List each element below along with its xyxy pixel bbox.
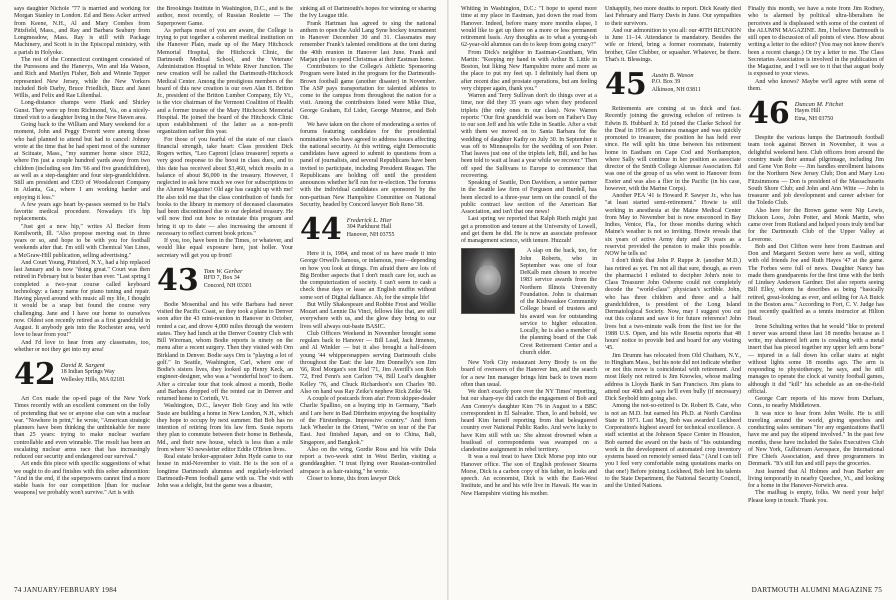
paragraph: And Court Young, Pittsford, N.Y., had a hip replaced last January and is now "doing great." Court was then retired in February but is busier than ever. "Last spring I completed a two-year course called keyboard technology: a fancy name for piano tuning and repair. Having played around with music all my life, I thought it would be a snap but found the course very challenging. Jane and I have our home to ourselves now. Oldest son recently retired as a first grandchild in August. It anybody gets into the Rochester area, we'd love to hear from you!"	[14, 259, 150, 339]
secretary-name: Austin B. Wason	[651, 72, 694, 79]
paragraph: George Carr reports of his move from Durham, Conn., to nearby Middletown.	[748, 396, 884, 410]
paragraph: A slap on the back, too, for John Roberts, who in September was one of four DeKalb men chosen to receive 1983 service awards from the Northern Illinois University Foundation. John is chairman of the Kishwaukee Community College board of trustees and his award was for outstanding service to higher education. Locally, he is also a member of the planning board of the Oak Crest Retirement Center and a church elder.	[520, 248, 597, 356]
paragraph: And who knows? Maybe we'll agree with some of them.	[748, 78, 884, 92]
paragraph: Frank Hartman has agreed to sing the national anthem to open the Auld Lang Syne hockey tournament in Hanover December 30 and 31. Classmates may remember Frank's talented renditions at the tent during the 40th reunion in Hanover last June. Frank and Marjan plan to spend Christmas at their Eastman home.	[300, 20, 436, 63]
paragraph: I don't think that John P. Ruppe Jr. (another M.D.) has retired as yet. I'm not all that sure, though, as even the pharmacist I enlisted to decipher John's note to Class Treasurer John Osborne could not completely decode the "world-class" physician's scribble. John, who has three children and three and a half grandchildren, is president of the Long Island Dermatological Society. Now, may I suggest you cut out this column and save it for future reference! John lives but a two-minute walk from the first tee for the 1988 U.S. Open, and his wife Rosetta reports that 48 hours' notice to provide bed and board for any visiting '45.	[605, 258, 741, 352]
class-secretary	[652, 72, 701, 94]
paragraph: Art Cox made the op-ed page of the New York Times recently with an excellent comment on the folly of pretending that we or anyone else can win a nuclear war. "Nowhere in print," he wrote, "American strategic planners have been thinking the unthinkable for more than 25 years: trying to make nuclear warfare controllable and even winnable. The result has been an escalating nuclear arms race that has increasingly reduced our security and endangered our survival."	[14, 396, 150, 460]
right-page	[449, 0, 896, 600]
paragraph: Going back to the William and Mary weekend for a moment, John and Peggy Everett were among those who had planned to attend but had to cancel: Johnny wrote at the time that he had spent most of the summer at Scituate, Mass., "my summer home since 1922, where I'm just a couple hundred yards away from two children (including son Jim '66 and five grandchildren), as well as a step-daughter and four step-grandchildren. Still am president and CEO of Woodalcourt Company in Atlanta, Ga., where I am working harder and enjoying it less."	[14, 122, 150, 201]
paragraph: And our admonition to you all: our 40TH REUNION is June 11–14. Attendance is mandatory. Besides the wife or friend, bring a former roommate, fraternity brother, Glee Clubber, or squasher. Whatever, be there. That's it. Blessings.	[605, 27, 741, 63]
paragraph: New York City restaurant Jerry Brody is on the board of overseers of the Hanover Inn, and the search for a new Inn manager brings him back to town more often than usual.	[461, 360, 597, 388]
paragraph: Warren and Terry Sullivan don't do things over at a time, nor did they 35 years ago when they produced triplets (the only ones in our class). Now Warren reports: "Our first grandchild was born on Father's Day to our son Jeff and his wife Edie in Seattle. After a visit with them we moved on to Santa Barbara for the wedding of daughter Kathy on July 30. In September it was off to Minneapolis for the wedding of son Peter. That leaves just one of the triplets left, Bill, and he has been told to wait at least a year while we recover." Then off sped the Sullivans to Europe to commence that recovering.	[461, 93, 597, 179]
right-column-2	[605, 6, 741, 490]
paragraph: Whiting in Washington, D.C.: "I hope to spend more time at my place in Eastman, just down the road from Hanover. Indeed, before many more months elapse, I would like to get up there on a more or less permanent retirement basis. Any thoughts as to what a young-ish 62-year-old alumnus can do to keep from going crazy?"	[461, 6, 597, 49]
paragraph: We have taken on the chore of moderating a series of forums featuring candidates for the presidential nomination who have agreed to address issues affecting the national security. At this writing, eight Democratic candidates have agreed to submit to questions from a panel of journalists, and several Republicans have been invited to participate, including President Reagan. The Republicans are holding off until the president announces whether he'll run for re-election. The forums with the individual candidates are sponsored by the non-partisan New Hampshire Committee on National Security, headed by Concord lawyer Bob Reno '38.	[300, 122, 436, 208]
paragraph: says daughter Nichole "77 is married and working for Morgan Stanley in London. Ed and Bess Acker arrived from Keene, N.H., Al and Mary Combes from Pittsfield, Mass., and Ray and Barbara Seabury from Longmeadow, Mass. Ray is still with Package Machinery, and Scott is in the Episcopal ministry, with a parish in Holyoke.	[14, 6, 150, 56]
class-header-43	[157, 262, 293, 298]
paragraph: The mailbag is empty, folks. We need your help! Please keep in touch. Thank you.	[748, 490, 884, 504]
right-column-3	[748, 6, 884, 505]
secretary-address-1: 304 Parkhurst Hall	[346, 224, 392, 231]
right-column-1	[461, 6, 597, 498]
paragraph: Bob and Dot Clifton were here from Eastman and Don and Margaret Sexton were here as well, sitting with old friends Joe and Ruth Hayes '47 at the game. The Forbes were full of news. Daughter Nancy has made them grandparents for the first time with the birth of Lindsey Anderson Gardner. Dot also reports seeing Bill Elley, whom he describes as being "basically retired, great-looking as ever, and selling for AA Buick in the Boston area." According to Fort, C. V. Judge has just recently qualified as a tennis instructor at Hilton Head.	[748, 243, 884, 323]
paragraph: And I'd love to hear from any classmates, too, whether or not they get into my area!	[14, 339, 150, 353]
paragraph: Also on the wing, Gordie Ross and his wife Dula report a two-week stint in West Berlin, visiting a granddaughter. "I trust flying over Russian-controlled airspace is as hair-raising," he wrote.	[300, 446, 436, 475]
left-page	[0, 0, 447, 600]
class-year-number: 42	[14, 357, 56, 392]
paragraph: Finally this month, we have a note from Jim Rodney, who is alarmed by political ultra-liberalism he perceives and is displeased with some of the content of the ALUMNI MAGAZINE. Jim, I believe Dartmouth is still open to discussion of all points of view. How about writing a letter to the editor? (You may not know there's been a recent change.) Or try a letter to me. The Class Secretaries Association is involved in the publication of the Magazine, and I will see to it that that august body is exposed to your views.	[748, 6, 884, 78]
paragraph: Just learned that Al Holmes and Ivan Barber are living temporarily in nearby Quechee, Vt., and looking for a home in the Hanover-Norwich area.	[748, 468, 884, 489]
paragraph: It was a real treat to have Dick Morse pop into our Hanover office. The son of English professor Stearns Morse, Dick is a carbon copy of his father, in looks and speech. An economist, Dick is with the East-West Institute, and he and his wife live in Hawaii. He was in New Hampshire visiting his mother.	[461, 454, 597, 497]
paragraph: A couple of postcards from afar: From skipper-dealer Charlie Spallino, on a buying trip in Germany, "Barb and I are here in Bad Dürrheim enjoying the hospitality of the Fürstenbergs. Impressive country." And from Jack Wheeler in the Orient, "We're on tour of the Far East. Just finished Japan, and on to China, Bali, Singapore, and Bangkok."	[300, 396, 436, 446]
paragraph: Club Officers Weekend in November brought some regulars back to Hanover — Bill Lead, Jack Jimenes, and Al Winkler — but it also brought a half-dozen young '44 whippersnappers serving Dartmouth clubs throughout the East: the late Jim Donnelly's son Jim '66, Rod Morgan's son Rod '71, Jim Averill's son Rob '72, Fred Fenn's son Carlton '74, Bill Leaf's daughter Kelley '76, and Chuck Richardson's son Charles '80. Also on hand was Ray Zeike's nephew Rick Zeike '84.	[300, 330, 436, 395]
paragraph: We don't exactly pore over the NY Times' reporting, but our sharp-eye did catch the engagement of Bob and Ann Conroy's daughter Kim '76 in August to a BBC correspondent in El Salvador. Then, lo and behold, we heard Kim herself reporting from that beleaguered country over National Public Radio. And we're lucky to have Kim still with us: She almost drowned when a boatload of correspondents was swamped on a clandestine assignment in rebel territory.	[461, 389, 597, 453]
portrait-photo	[461, 248, 515, 314]
paragraph: Speaking of Seattle, Don Davidson, a senior partner in the Seattle law firm of Ferguson and Burdell, has been elected to a three-year term on the council of the public contract law section of the American Bar Association, and isn't that one news!	[461, 180, 597, 215]
paragraph: Real estate broker-appraiser John Hyde came to our house in mid-November to visit. He is the son of a longtime Dartmouth alumnus and regularly-televised Dartmouth-Penn football game with us. The visit with John was a delight, but the game was a disaster,	[157, 454, 293, 489]
secretary-address-1: RFD 7, Box 34	[203, 275, 240, 282]
class-header-45	[605, 67, 741, 102]
paragraph: For those of you fearful of the state of our class's financial strength, take heart: Class president Dick Rogers writes, "Leo Caproni [class treasurer] reports a very good response to the boost in class dues, and to this date has received about $3,460, which results in a balance of about $6,000 in the treasury. However, I neglected to ask how much we owe for subscriptions to the Alumni Magazine! Old age has caught up with me! He also told me that the class contribution of funds for books to the library in memory of deceased classmates had been discontinued due to our depleted treasury. He will now find out how to reinstate this program and bring it up to date — also increasing the amount if necessary to reflect current book prices."	[157, 136, 293, 237]
paragraph: But Willy Shakespeare and Robbie Frost and Wollie Mozart and Lennie Da Vinci, fellows like that, are still everywhere with us, and the glow they bring to our lives will always out-baste BASIC.	[300, 301, 436, 330]
secretary-address-2: Concord, NH 03301	[203, 282, 252, 289]
paragraph: Here it is, 1984, and most of us have made it into George Orwell's famous, or infamous, year—depending on how you look at things. I'm afraid there are lots of Big Brother aspects that I don't much care for, such as the computerization of society. I can't seem to cash a check these days or lease an English muffin without some sort of Digital dalliance. Ah, for the simple life!	[300, 251, 436, 301]
paragraph: As perhaps most of you are aware, the College is trying to put together a coherent medical institution on the Hanover Plain, made up of the Mary Hitchcock Memorial Hospital, the Hitchcock Clinic, the Dartmouth Medical School, and the Veterans' Administration Hospital in White River Junction. The new creation will be called the Dartmouth-Hitchcock Medical Center. Among the prestigious members of the board of this new creation is our own Alan H. Britton Jr., president of the Britton Lumber Company, Ely Vt., is the vice chairman of the Vermont Coalition of Health and a former trustee of the Mary Hitchcock Memorial Hospital. He joined the board of the Hitchcock Clinic upon establishment of the latter as a non-profit organization earlier this year.	[157, 27, 293, 136]
paragraph: Long-distance champs were Hank and Shirley Gunst. They were up from Richmond, Va., on a nicely-timed visit to a daughter living in the New Haven area.	[14, 100, 150, 121]
paragraph: Washington, D.C., lawyer Bob Gray and his wife Susie are building a home in New London, N.H., which they hope to occupy by next summer. But Bob has no intention of retiring from his law firm. Susie reports they plan to commute between their home in Bethesda, Md., and their new house, which is less than a mile from where '43 newsletter editor Eddie O'Brien lives.	[157, 403, 293, 453]
class-year-number: 44	[300, 212, 342, 247]
paragraph: Despite the various lumps the Dartmouth football team took against Brown in November, it was a delightful weekend here. Club officers from around the country made their annual pilgrimage, including Jim and Gene Von Rohr — Jim handles enrollment liaisons for the Northern New Jersey Club; Don and Mary Lou Fitzsimmons — Don is president of the Massachusetts South Shore Club; and John and Ann Witte — John is treasurer and job development and career adviser for the Toledo Club.	[748, 135, 884, 207]
secretary-address-2: Alkinson, NH 03811	[651, 86, 701, 93]
paragraph: "Just got a new hip," writes Al Becker from Kenilworth, Ill. "Also propose moving east in three years or so, and hope to be with you for football weekends after that. I'm still with Chemical Van Lines, a McGraw-Hill publication, selling advertising."	[14, 223, 150, 259]
paragraph: Art ends this piece with specific suggestions of what we ought to do and finishes with this sober admonition: "And in the end, if the superpowers cannot find a more stable basis for our competition [than for nuclear weapons] we probably won't survive." Art is with	[14, 461, 150, 497]
class-header-42	[14, 357, 150, 392]
class-secretary	[61, 362, 125, 384]
left-column-3	[300, 6, 436, 483]
secretary-name: Duncan M. Fitchet	[794, 101, 844, 108]
paragraph: If you, too, have been in the Times, or whatever, and would like equal exposure here, just holler. Your secretary will get you up front!	[157, 238, 293, 259]
paragraph: Among the not-so-retired is Dr. Robert B. Cate, who is not an M.D. but earned his Ph.D. at North Carolina State in 1971. Last May, Bob was awarded Lockheed Corporation's highest award for technical excellence. A staff scientist at the Johnson Space Center in Houston, Bob earned the award on the basis of "his outstanding work in the development of automated crop inventory systems based on remotely sensed data." (And I can tell you I feel very comfortable using quotations marks on that one!) Before joining Lockheed, Bob lent his talents to the State Department, the National Security Council, and the United Nations.	[605, 403, 741, 489]
secretary-address-2: Etna, NH 03750	[794, 115, 834, 122]
paragraph: the Brookings Institute in Washington, D.C., and is the author, most recently, of Russian Roulette — The Superpower Game.	[157, 6, 293, 27]
class-year-number: 43	[157, 262, 199, 298]
secretary-name: David R. Sargent	[60, 362, 105, 369]
paragraph: sinking all of Dartmouth's hopes for winning or sharing the Ivy League title.	[300, 6, 436, 20]
class-year-number: 45	[605, 67, 647, 102]
secretary-address-1: 18 Indian Springs Way	[60, 369, 115, 376]
paragraph: Contributors to the College's Athletic Sponsoring Program were listed in the program for the Dartmouth-Brown football game (another disaster) in November. The ASP pays transportation for talented athletes to come to the campus from throughout the nation for a visit. Among the contributors listed were Mike Diaz, George Graham, Ed Lider, George Munroe, and Bob Ott.	[300, 64, 436, 121]
paragraph: Also here for the Brown game were Nip Lewis, Dickson Loos, John Potter, and Monk Martin, who came over from Rutland and helped yours truly tend bar for the Dartmouth Club of the Upper Valley at Leverone.	[748, 207, 884, 243]
paragraph: From Dick's neighbor in Eastman-Grantham, Win Martin: "Keeping my hand in with Arthur B. Little in Boston, but liking New Hampshire more and more as the place to put my feet up. I definitely had them up after recent disc and prostate operations, but am feeling very chipper again, thank you."	[461, 49, 597, 92]
secretary-address-2: Hanover, NH 03755	[346, 231, 395, 238]
secretary-address-1: P.O. Box 39	[651, 79, 681, 86]
secretary-address-2: Wellesley Hills, MA 02181	[60, 376, 126, 383]
class-secretary	[795, 101, 843, 123]
paragraph: Retirements are coming at us thick and fast. Recently joining the growing echelon of retirees is Edwin B. Hubbard Jr. Ed joined the Clarke School for the Deaf in 1956 as business manager and was quickly promoted to treasurer, the position he has held ever since. He will split his time between his retirement home in Eastham on Cape Cod and Northampton, where Sally will continue in her position as associate director of the Smith College Alumnae Association. Ed was one of the group of us who went to Hanover from Exeter and was also a flier in the Pacific (in his case, however, with the Marine Corps).	[605, 106, 741, 192]
paragraph: A few years ago heart by-passes seemed to be Hal's favorite medical procedure. Nowadays it's hip replacements.	[14, 201, 150, 223]
class-secretary	[347, 217, 395, 239]
paragraph: Jim Drumm has relocated from Old Chatham, N.Y., to Hingham Mass., but his note did not indicate whether or not this move is coincidental with retirement. And most likely not retired is Jim Knowles, whose mailing address is Lloyds Bank in San Francisco. Jim plans to attend our 40th and says he'll even bully (if necessary) Dick Seybold into going also.	[605, 352, 741, 402]
page-folio: 74 JANUARY/FEBRUARY 1984	[14, 586, 117, 594]
page-folio: DARTMOUTH ALUMNI MAGAZINE 75	[751, 586, 882, 594]
paragraph: Last spring we reported that Ralph Rieth might just get a promotion and tenure at the University of Lowell, and get them he did. He is now an associate professor of management science, with tenure. Huzzah!	[461, 216, 597, 244]
class-header-44	[300, 212, 436, 247]
left-column-1	[14, 6, 150, 498]
paragraph: Bodie Mosenthal and his wife Barbara had never visited the Pacific Coast, so they took a plane to Denver soon after the 43 mini-reunion in Hanover in October, rented a car, and drove 4,000 miles through the western states. They had lunch at the Denver Country Club with Bill Wireman, whom Bodie reports is ninety on the menu after a recent surgery. Then they visited with Orn Birkland in Denver. Bodie says Orn is "playing a lot of golf." In Seattle, Washington, Carl, where one of Bodie's sisters lives, they looked up Henry Keck, an engineer-designer, who was a "wonderful host" to them. After a circular tour that took almost a month, Bodie and Barbara dropped off the rented car in Denver and returned home to Corinth, Vt.	[157, 301, 293, 402]
photo-block	[461, 248, 597, 357]
paragraph: Another PEA '41 is Howard P. Sawyer Jr., who has "at least started semi-retirement." Howie is still working in anesthesia at the Maine Medical Center from May to November but is now ensconced in Bay Indies, Venice, Fla., for those months during which Maine's weather is not so inviting. Howie reveals that six years of active Army duty and 29 years as a reservist provided the pension to make this possible. NOW he tells us!	[605, 193, 741, 257]
secretary-address-1: Hayes Hill	[794, 108, 821, 115]
paragraph: Closer to home, this from lawyer Dick	[307, 475, 401, 482]
left-column-2	[157, 6, 293, 490]
class-header-46	[748, 96, 884, 131]
paragraph: Unhappily, two more deaths to report. Dick Keady died last February and Harry Davis in June. Our sympathies to their survivors.	[605, 6, 741, 27]
paragraph: The rest of the Connecticut contingent consisted of the Puressons and the Hanevys, Win and Ida Watson, and Rich and Marilyn Fisher, Bob and Winnie Tepper represented New Jersey, while the New Yorkers included Bob Darby, Bruce Friedlich, Buzz and Janet Willis, and Felix and Rae Lilienthal.	[14, 56, 150, 99]
class-secretary	[204, 268, 252, 290]
class-year-number: 46	[748, 96, 790, 131]
paragraph: Irene Schulting writes that he would "like to pretend I never was around these last 18 months because as I write, my shattered left arm is creaking with a metal insert that has pieced together my upper left arm bone" — injured in a fall down his cellar stairs at night without lights some 18 months ago. The arm is responding to physiotherapy, he says, and he still manages to operate the clock at varsity football games, although it did "kill" his schedule as an on-the-field official.	[748, 323, 884, 395]
paragraph: It was nice to hear from John Wolfe. He is still traveling around the world, giving speeches and conducting sales seminars "for any organizations that'll have me and pay the stipend involved." In the past few months, these have included the Sales Executives Club of New York, Gulfstream Aerospace, the International Fire Chiefs Association, and three programmers in Denmark. "It's still fun and still pays the groceries.	[748, 410, 884, 468]
secretary-name: Frederick L. Hier	[346, 217, 392, 224]
secretary-name: Tom W. Gerber	[203, 267, 243, 275]
